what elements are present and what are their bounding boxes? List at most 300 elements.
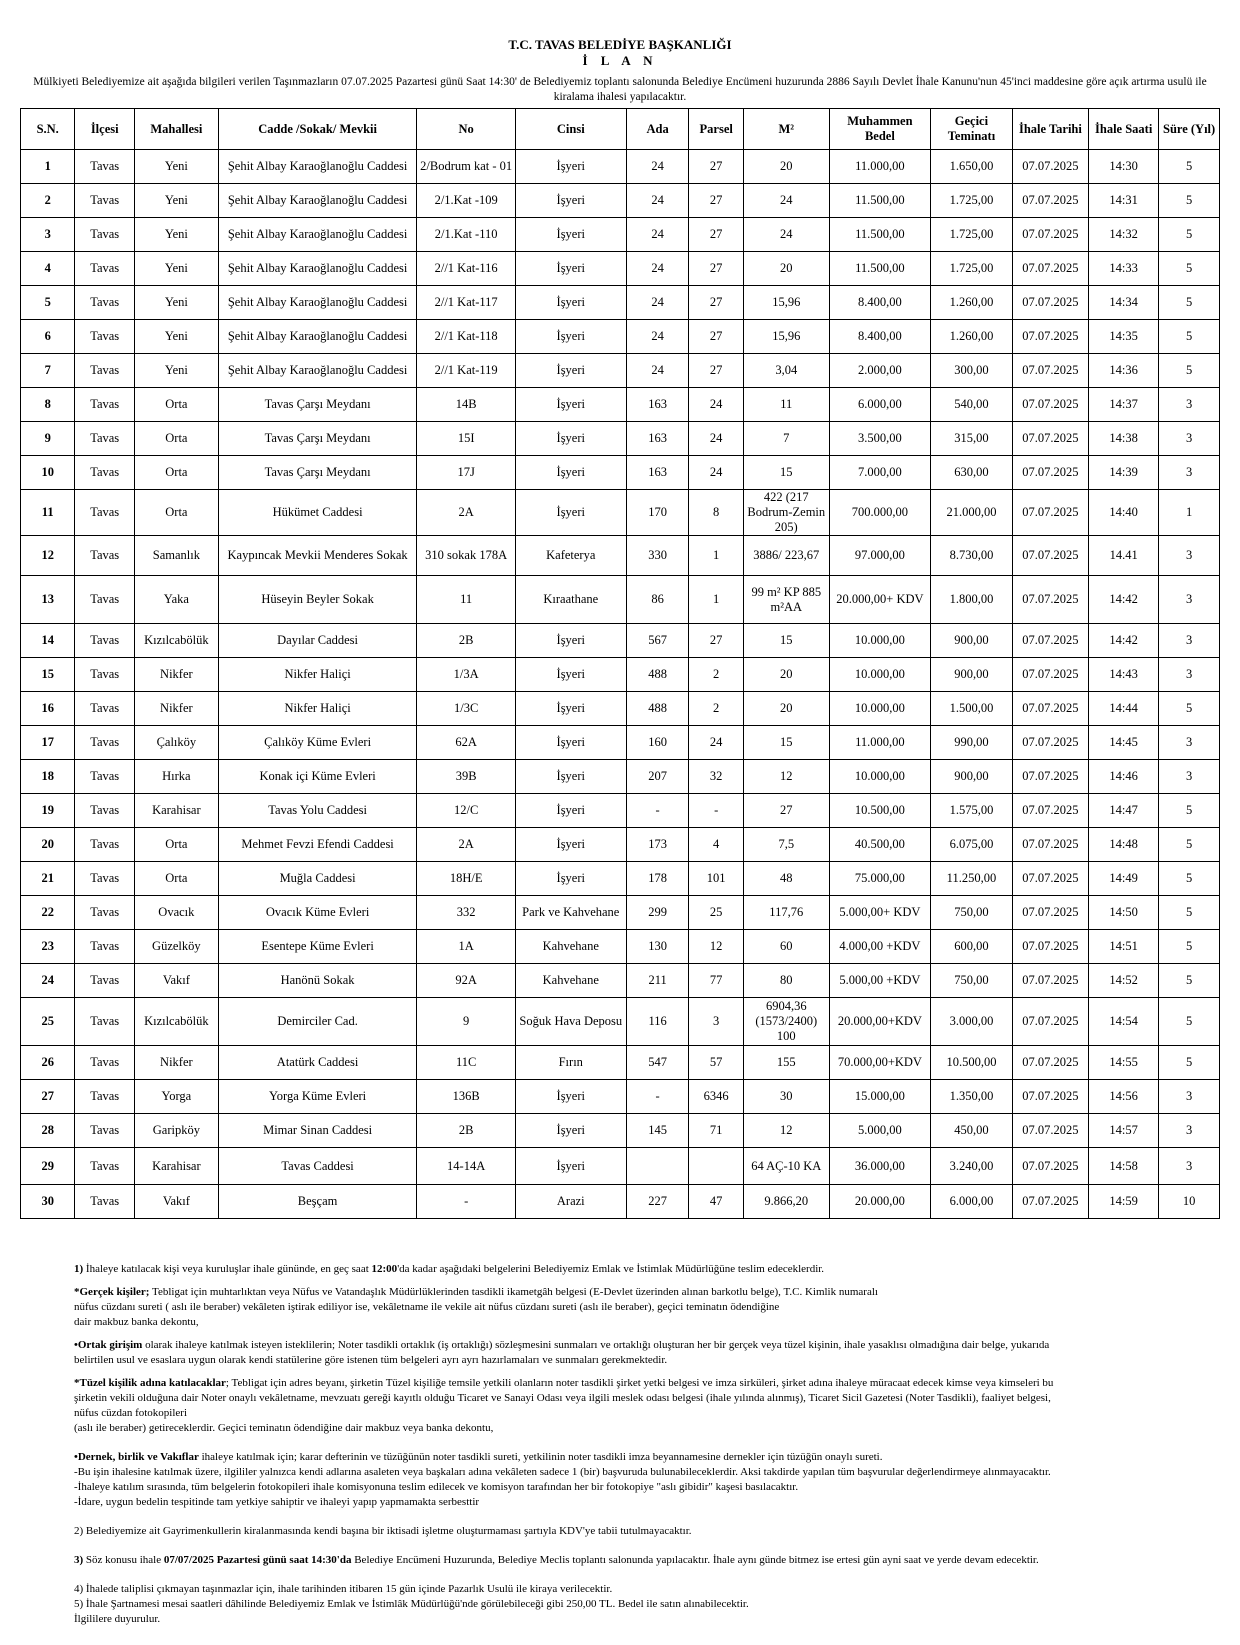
cell-door-no: 11C: [417, 1046, 515, 1080]
cell-type: İşyeri: [515, 726, 626, 760]
table-row: [21, 422, 1220, 456]
cell-ada: 86: [626, 576, 689, 624]
cell-sn: 18: [21, 760, 75, 794]
cell-door-no: 92A: [417, 964, 515, 998]
cell-district: Tavas: [75, 998, 135, 1046]
cell-tender-time: 14:50: [1089, 896, 1159, 930]
cell-area: 15,96: [743, 320, 829, 354]
cell-tender-date: 07.07.2025: [1012, 862, 1088, 896]
note-5: 5) İhale Şartnamesi mesai saatleri dâhilinde Belediyemiz Emlak ve İstimlâk Müdürlüğü'nde görülebileceği gibi 250,00 TL. Bedel ile satın alınabilecektir.: [74, 1598, 749, 1610]
cell-estimated-price: 15.000,00: [829, 1080, 930, 1114]
cell-parsel: 4: [689, 828, 743, 862]
table-row: [21, 1114, 1220, 1148]
cell-street: Şehit Albay Karaoğlanoğlu Caddesi: [218, 252, 417, 286]
cell-parsel: [689, 1148, 743, 1185]
cell-sn: 2: [21, 184, 75, 218]
column-header: M²: [743, 109, 829, 150]
cell-area: 3,04: [743, 354, 829, 388]
cell-district: Tavas: [75, 930, 135, 964]
cell-sn: 26: [21, 1046, 75, 1080]
cell-neighborhood: Yeni: [135, 184, 219, 218]
cell-district: Tavas: [75, 692, 135, 726]
table-row: [21, 490, 1220, 536]
cell-duration: 5: [1159, 218, 1220, 252]
cell-type: İşyeri: [515, 1148, 626, 1185]
cell-tender-date: 07.07.2025: [1012, 184, 1088, 218]
cell-duration: 5: [1159, 184, 1220, 218]
note-1: 1) İhaleye katılacak kişi veya kuruluşlar ihale gününde, en geç saat 12:00'da kadar aşağıdaki belgelerini Belediyemiz Emlak ve İstimlak Müdürlüğüne teslim edeceklerdir.: [74, 1263, 825, 1275]
cell-tender-date: 07.07.2025: [1012, 536, 1088, 576]
cell-deposit: 1.800,00: [931, 576, 1013, 624]
cell-parsel: 1: [689, 536, 743, 576]
associations-line: -Bu işin ihalesine katılmak üzere, ilgililer yalnızca kendi adlarına asaleten veya başkaları adına vekâleten sadece 1 (bir) başvuruda bulunabileceklerdir. Aksi takdirde yapılan tüm başvurular değerlendirmeye alınmayacaktır.: [74, 1466, 1051, 1478]
cell-tender-date: 07.07.2025: [1012, 576, 1088, 624]
cell-area: 7,5: [743, 828, 829, 862]
cell-ada: 116: [626, 998, 689, 1046]
cell-type: İşyeri: [515, 456, 626, 490]
cell-estimated-price: 5.000,00: [829, 1114, 930, 1148]
cell-sn: 19: [21, 794, 75, 828]
cell-tender-time: 14:51: [1089, 930, 1159, 964]
cell-district: Tavas: [75, 794, 135, 828]
table-row: [21, 456, 1220, 490]
cell-street: Çalıköy Küme Evleri: [218, 726, 417, 760]
table-row: [21, 692, 1220, 726]
cell-sn: 8: [21, 388, 75, 422]
cell-deposit: 900,00: [931, 658, 1013, 692]
cell-area: 27: [743, 794, 829, 828]
cell-ada: 299: [626, 896, 689, 930]
cell-estimated-price: 2.000,00: [829, 354, 930, 388]
cell-estimated-price: 8.400,00: [829, 320, 930, 354]
cell-ada: 211: [626, 964, 689, 998]
cell-deposit: 21.000,00: [931, 490, 1013, 536]
cell-ada: 163: [626, 422, 689, 456]
cell-parsel: 2: [689, 692, 743, 726]
cell-deposit: 600,00: [931, 930, 1013, 964]
cell-sn: 14: [21, 624, 75, 658]
cell-deposit: 8.730,00: [931, 536, 1013, 576]
announcement-heading: İ L A N: [582, 53, 658, 68]
cell-area: 11: [743, 388, 829, 422]
cell-door-no: -: [417, 1185, 515, 1219]
cell-street: Şehit Albay Karaoğlanoğlu Caddesi: [218, 320, 417, 354]
cell-neighborhood: Çalıköy: [135, 726, 219, 760]
cell-duration: 3: [1159, 422, 1220, 456]
cell-neighborhood: Samanlık: [135, 536, 219, 576]
cell-tender-time: 14:38: [1089, 422, 1159, 456]
cell-street: Ovacık Küme Evleri: [218, 896, 417, 930]
cell-sn: 10: [21, 456, 75, 490]
associations-line: -İdare, uygun bedelin tespitinde tam yetkiye sahiptir ve ihaleyi yapıp yapmamakta serbesttir: [74, 1496, 480, 1508]
cell-estimated-price: 40.500,00: [829, 828, 930, 862]
cell-sn: 23: [21, 930, 75, 964]
cell-tender-date: 07.07.2025: [1012, 1080, 1088, 1114]
cell-ada: 488: [626, 692, 689, 726]
cell-area: 15: [743, 726, 829, 760]
cell-district: Tavas: [75, 422, 135, 456]
table-row: [21, 828, 1220, 862]
cell-type: Park ve Kahvehane: [515, 896, 626, 930]
cell-deposit: 1.260,00: [931, 320, 1013, 354]
cell-duration: 5: [1159, 998, 1220, 1046]
table-row: [21, 1148, 1220, 1185]
cell-area: 15: [743, 624, 829, 658]
cell-tender-time: 14:48: [1089, 828, 1159, 862]
cell-sn: 15: [21, 658, 75, 692]
cell-estimated-price: 10.000,00: [829, 692, 930, 726]
cell-tender-date: 07.07.2025: [1012, 760, 1088, 794]
cell-parsel: 47: [689, 1185, 743, 1219]
cell-street: Tavas Çarşı Meydanı: [218, 388, 417, 422]
cell-type: İşyeri: [515, 252, 626, 286]
cell-parsel: 12: [689, 930, 743, 964]
cell-estimated-price: 11.000,00: [829, 150, 930, 184]
cell-tender-date: 07.07.2025: [1012, 422, 1088, 456]
cell-estimated-price: 11.500,00: [829, 184, 930, 218]
cell-deposit: 1.650,00: [931, 150, 1013, 184]
note-number: 1): [74, 1263, 84, 1275]
cell-door-no: 1/3A: [417, 658, 515, 692]
cell-district: Tavas: [75, 862, 135, 896]
cell-type: İşyeri: [515, 658, 626, 692]
cell-street: Beşçam: [218, 1185, 417, 1219]
cell-deposit: 3.240,00: [931, 1148, 1013, 1185]
cell-duration: 5: [1159, 1046, 1220, 1080]
cell-ada: 227: [626, 1185, 689, 1219]
table-row: [21, 354, 1220, 388]
cell-ada: 145: [626, 1114, 689, 1148]
cell-sn: 25: [21, 998, 75, 1046]
cell-door-no: 18H/E: [417, 862, 515, 896]
cell-type: Kahvehane: [515, 930, 626, 964]
cell-street: Hüseyin Beyler Sokak: [218, 576, 417, 624]
cell-type: İşyeri: [515, 286, 626, 320]
cell-area: 12: [743, 1114, 829, 1148]
cell-street: Şehit Albay Karaoğlanoğlu Caddesi: [218, 286, 417, 320]
cell-duration: 3: [1159, 536, 1220, 576]
cell-tender-time: 14:35: [1089, 320, 1159, 354]
cell-deposit: 315,00: [931, 422, 1013, 456]
table-row: [21, 726, 1220, 760]
cell-type: İşyeri: [515, 862, 626, 896]
cell-area: 48: [743, 862, 829, 896]
cell-door-no: 15I: [417, 422, 515, 456]
cell-parsel: 24: [689, 422, 743, 456]
cell-tender-date: 07.07.2025: [1012, 726, 1088, 760]
note-2: 2) Belediyemize ait Gayrimenkullerin kiralanmasında kendi başına bir iktisadi işletme oluşturmaması şartıyla KDV'ye tabii tutulmayacaktır.: [74, 1525, 692, 1537]
cell-type: İşyeri: [515, 354, 626, 388]
cell-tender-date: 07.07.2025: [1012, 150, 1088, 184]
cell-area: 117,76: [743, 896, 829, 930]
cell-street: Kaypıncak Mevkii Menderes Sokak: [218, 536, 417, 576]
cell-duration: 3: [1159, 760, 1220, 794]
cell-neighborhood: Orta: [135, 862, 219, 896]
joint-venture-line: belirtilen usul ve esaslara uygun olarak kendi statülerine göre istenen tüm belgeleri ayrı ayrı hazırlamaları ve sunmaları gerekmektedir.: [74, 1354, 668, 1366]
cell-door-no: 9: [417, 998, 515, 1046]
cell-duration: 5: [1159, 320, 1220, 354]
column-header: Mahallesi: [135, 109, 219, 150]
cell-duration: 3: [1159, 624, 1220, 658]
cell-street: Demirciler Cad.: [218, 998, 417, 1046]
cell-tender-time: 14:57: [1089, 1114, 1159, 1148]
cell-type: Kıraathane: [515, 576, 626, 624]
cell-neighborhood: Güzelköy: [135, 930, 219, 964]
table-row: [21, 896, 1220, 930]
cell-duration: 5: [1159, 828, 1220, 862]
cell-district: Tavas: [75, 490, 135, 536]
cell-ada: 24: [626, 218, 689, 252]
cell-tender-time: 14:30: [1089, 150, 1159, 184]
cell-door-no: 2//1 Kat-116: [417, 252, 515, 286]
cell-tender-time: 14:42: [1089, 624, 1159, 658]
cell-parsel: 101: [689, 862, 743, 896]
cell-tender-date: 07.07.2025: [1012, 1185, 1088, 1219]
cell-street: Yorga Küme Evleri: [218, 1080, 417, 1114]
cell-street: Şehit Albay Karaoğlanoğlu Caddesi: [218, 354, 417, 388]
cell-sn: 13: [21, 576, 75, 624]
cell-sn: 11: [21, 490, 75, 536]
cell-door-no: 2A: [417, 490, 515, 536]
cell-deposit: 450,00: [931, 1114, 1013, 1148]
cell-street: Şehit Albay Karaoğlanoğlu Caddesi: [218, 184, 417, 218]
cell-area: 99 m² KP 885 m²AA: [743, 576, 829, 624]
table-row: [21, 964, 1220, 998]
cell-estimated-price: 10.000,00: [829, 624, 930, 658]
table-row: [21, 1080, 1220, 1114]
intro-paragraph: Mülkiyeti Belediyemize ait aşağıda bilgileri verilen Taşınmazların 07.07.2025 Pazartesi günü Saat 14:30' de Belediyemiz toplantı salonunda Belediye Encümeni huzurunda 2886 Sayılı Devlet İhale Kanunu'nun 45'inci maddesine göre açık artırma usulü ile kiralama ihalesi yapılacaktır.: [33, 76, 1207, 103]
cell-estimated-price: 10.000,00: [829, 760, 930, 794]
cell-door-no: 14B: [417, 388, 515, 422]
cell-duration: 5: [1159, 794, 1220, 828]
table-row: [21, 760, 1220, 794]
table-row: [21, 320, 1220, 354]
cell-district: Tavas: [75, 1148, 135, 1185]
cell-tender-date: 07.07.2025: [1012, 1148, 1088, 1185]
cell-district: Tavas: [75, 252, 135, 286]
cell-estimated-price: 11.500,00: [829, 218, 930, 252]
cell-ada: 173: [626, 828, 689, 862]
cell-neighborhood: Kızılcabölük: [135, 624, 219, 658]
cell-district: Tavas: [75, 1080, 135, 1114]
column-header: İlçesi: [75, 109, 135, 150]
cell-street: Tavas Çarşı Meydanı: [218, 422, 417, 456]
cell-district: Tavas: [75, 218, 135, 252]
cell-street: Şehit Albay Karaoğlanoğlu Caddesi: [218, 218, 417, 252]
cell-deposit: 630,00: [931, 456, 1013, 490]
cell-parsel: 27: [689, 252, 743, 286]
cell-ada: 488: [626, 658, 689, 692]
cell-sn: 5: [21, 286, 75, 320]
cell-tender-time: 14:36: [1089, 354, 1159, 388]
cell-neighborhood: Yeni: [135, 150, 219, 184]
cell-area: 7: [743, 422, 829, 456]
cell-duration: 5: [1159, 896, 1220, 930]
cell-ada: -: [626, 1080, 689, 1114]
cell-tender-time: 14:39: [1089, 456, 1159, 490]
cell-neighborhood: Karahisar: [135, 1148, 219, 1185]
cell-district: Tavas: [75, 1114, 135, 1148]
cell-district: Tavas: [75, 456, 135, 490]
cell-duration: 10: [1159, 1185, 1220, 1219]
table-row: [21, 794, 1220, 828]
cell-district: Tavas: [75, 624, 135, 658]
cell-ada: [626, 1148, 689, 1185]
cell-tender-time: 14:58: [1089, 1148, 1159, 1185]
cell-street: Hükümet Caddesi: [218, 490, 417, 536]
cell-type: İşyeri: [515, 422, 626, 456]
cell-door-no: 1A: [417, 930, 515, 964]
cell-parsel: 24: [689, 388, 743, 422]
cell-estimated-price: 75.000,00: [829, 862, 930, 896]
cell-tender-date: 07.07.2025: [1012, 692, 1088, 726]
cell-duration: 5: [1159, 354, 1220, 388]
cell-area: 24: [743, 218, 829, 252]
cell-street: Tavas Caddesi: [218, 1148, 417, 1185]
cell-deposit: 1.260,00: [931, 286, 1013, 320]
cell-neighborhood: Garipköy: [135, 1114, 219, 1148]
cell-door-no: 2/Bodrum kat - 01: [417, 150, 515, 184]
cell-deposit: 1.350,00: [931, 1080, 1013, 1114]
cell-area: 15,96: [743, 286, 829, 320]
cell-sn: 16: [21, 692, 75, 726]
cell-tender-time: 14:47: [1089, 794, 1159, 828]
cell-deposit: 900,00: [931, 624, 1013, 658]
cell-estimated-price: 20.000,00: [829, 1185, 930, 1219]
cell-tender-time: 14:33: [1089, 252, 1159, 286]
cell-ada: 24: [626, 252, 689, 286]
cell-neighborhood: Orta: [135, 456, 219, 490]
table-row: [21, 218, 1220, 252]
cell-duration: 3: [1159, 1148, 1220, 1185]
cell-type: Kafeterya: [515, 536, 626, 576]
cell-sn: 20: [21, 828, 75, 862]
column-header: S.N.: [21, 109, 75, 150]
joint-venture-paragraph: •Ortak girişim olarak ihaleye katılmak isteyen isteklilerin; Noter tasdikli ortaklık (iş ortaklığı) sözleşmesini sunmaları ve ortaklığı oluşturan her bir gerçek veya tüzel kişinin, ihale yasaklısı olmadığına dair belge, yukarıda: [74, 1339, 1050, 1351]
cell-tender-time: 14:46: [1089, 760, 1159, 794]
cell-parsel: 71: [689, 1114, 743, 1148]
cell-estimated-price: 97.000,00: [829, 536, 930, 576]
cell-parsel: 27: [689, 218, 743, 252]
cell-door-no: 12/C: [417, 794, 515, 828]
cell-sn: 28: [21, 1114, 75, 1148]
cell-parsel: 8: [689, 490, 743, 536]
table-row: [21, 1046, 1220, 1080]
cell-neighborhood: Orta: [135, 422, 219, 456]
cell-neighborhood: Orta: [135, 828, 219, 862]
cell-parsel: 27: [689, 320, 743, 354]
cell-neighborhood: Yeni: [135, 320, 219, 354]
cell-tender-date: 07.07.2025: [1012, 1114, 1088, 1148]
cell-tender-date: 07.07.2025: [1012, 320, 1088, 354]
column-header: İhale Tarihi: [1012, 109, 1088, 150]
cell-door-no: 11: [417, 576, 515, 624]
cell-street: Nikfer Haliçi: [218, 658, 417, 692]
cell-estimated-price: 6.000,00: [829, 388, 930, 422]
cell-tender-time: 14.41: [1089, 536, 1159, 576]
cell-duration: 3: [1159, 456, 1220, 490]
cell-street: Tavas Yolu Caddesi: [218, 794, 417, 828]
cell-street: Mehmet Fevzi Efendi Caddesi: [218, 828, 417, 862]
cell-door-no: 2B: [417, 1114, 515, 1148]
column-header: Parsel: [689, 109, 743, 150]
cell-ada: 24: [626, 320, 689, 354]
cell-ada: -: [626, 794, 689, 828]
cell-estimated-price: 11.000,00: [829, 726, 930, 760]
cell-neighborhood: Yeni: [135, 218, 219, 252]
cell-deposit: 10.500,00: [931, 1046, 1013, 1080]
cell-tender-date: 07.07.2025: [1012, 896, 1088, 930]
cell-neighborhood: Orta: [135, 388, 219, 422]
cell-type: Arazi: [515, 1185, 626, 1219]
real-persons-line: nüfus cüzdanı sureti ( aslı ile beraber) vekâleten iştirak ediliyor ise, vekâletname ile vekile ait nüfus cüzdanı sureti (aslı ile beraber), geçici teminatın ödendiğine: [74, 1301, 780, 1313]
cell-area: 12: [743, 760, 829, 794]
legal-entity-line: nüfus cüzdan fotokopileri: [74, 1407, 188, 1419]
cell-sn: 17: [21, 726, 75, 760]
column-header: Geçici Teminatı: [931, 109, 1013, 150]
cell-area: 30: [743, 1080, 829, 1114]
cell-door-no: 1/3C: [417, 692, 515, 726]
cell-duration: 5: [1159, 692, 1220, 726]
table-row: [21, 150, 1220, 184]
cell-street: Mimar Sinan Caddesi: [218, 1114, 417, 1148]
cell-tender-date: 07.07.2025: [1012, 624, 1088, 658]
cell-neighborhood: Nikfer: [135, 692, 219, 726]
cell-type: İşyeri: [515, 828, 626, 862]
cell-neighborhood: Nikfer: [135, 658, 219, 692]
cell-district: Tavas: [75, 184, 135, 218]
column-header: Muhammen Bedel: [829, 109, 930, 150]
cell-type: Fırın: [515, 1046, 626, 1080]
column-header: İhale Saati: [1089, 109, 1159, 150]
cell-area: 24: [743, 184, 829, 218]
cell-district: Tavas: [75, 576, 135, 624]
cell-tender-time: 14:45: [1089, 726, 1159, 760]
cell-tender-time: 14:40: [1089, 490, 1159, 536]
cell-sn: 29: [21, 1148, 75, 1185]
cell-duration: 5: [1159, 286, 1220, 320]
cell-street: Nikfer Haliçi: [218, 692, 417, 726]
cell-ada: 160: [626, 726, 689, 760]
cell-district: Tavas: [75, 388, 135, 422]
cell-deposit: 1.725,00: [931, 184, 1013, 218]
cell-estimated-price: 20.000,00+KDV: [829, 998, 930, 1046]
table-row: [21, 1185, 1220, 1219]
cell-tender-time: 14:54: [1089, 998, 1159, 1046]
cell-parsel: 24: [689, 456, 743, 490]
cell-duration: 3: [1159, 726, 1220, 760]
column-header: No: [417, 109, 515, 150]
cell-ada: 24: [626, 150, 689, 184]
cell-deposit: 750,00: [931, 896, 1013, 930]
cell-neighborhood: Nikfer: [135, 1046, 219, 1080]
cell-duration: 3: [1159, 388, 1220, 422]
cell-deposit: 6.075,00: [931, 828, 1013, 862]
cell-sn: 22: [21, 896, 75, 930]
cell-door-no: 2B: [417, 624, 515, 658]
legal-entity-line: (aslı ile beraber) getireceklerdir. Geçici teminatın ödendiğine dair makbuz veya banka dekontu,: [74, 1422, 494, 1434]
cell-street: Esentepe Küme Evleri: [218, 930, 417, 964]
cell-parsel: 25: [689, 896, 743, 930]
cell-district: Tavas: [75, 1185, 135, 1219]
cell-area: 3886/ 223,67: [743, 536, 829, 576]
cell-parsel: 77: [689, 964, 743, 998]
cell-sn: 12: [21, 536, 75, 576]
cell-parsel: 2: [689, 658, 743, 692]
cell-street: Dayılar Caddesi: [218, 624, 417, 658]
table-row: [21, 624, 1220, 658]
cell-deposit: 540,00: [931, 388, 1013, 422]
